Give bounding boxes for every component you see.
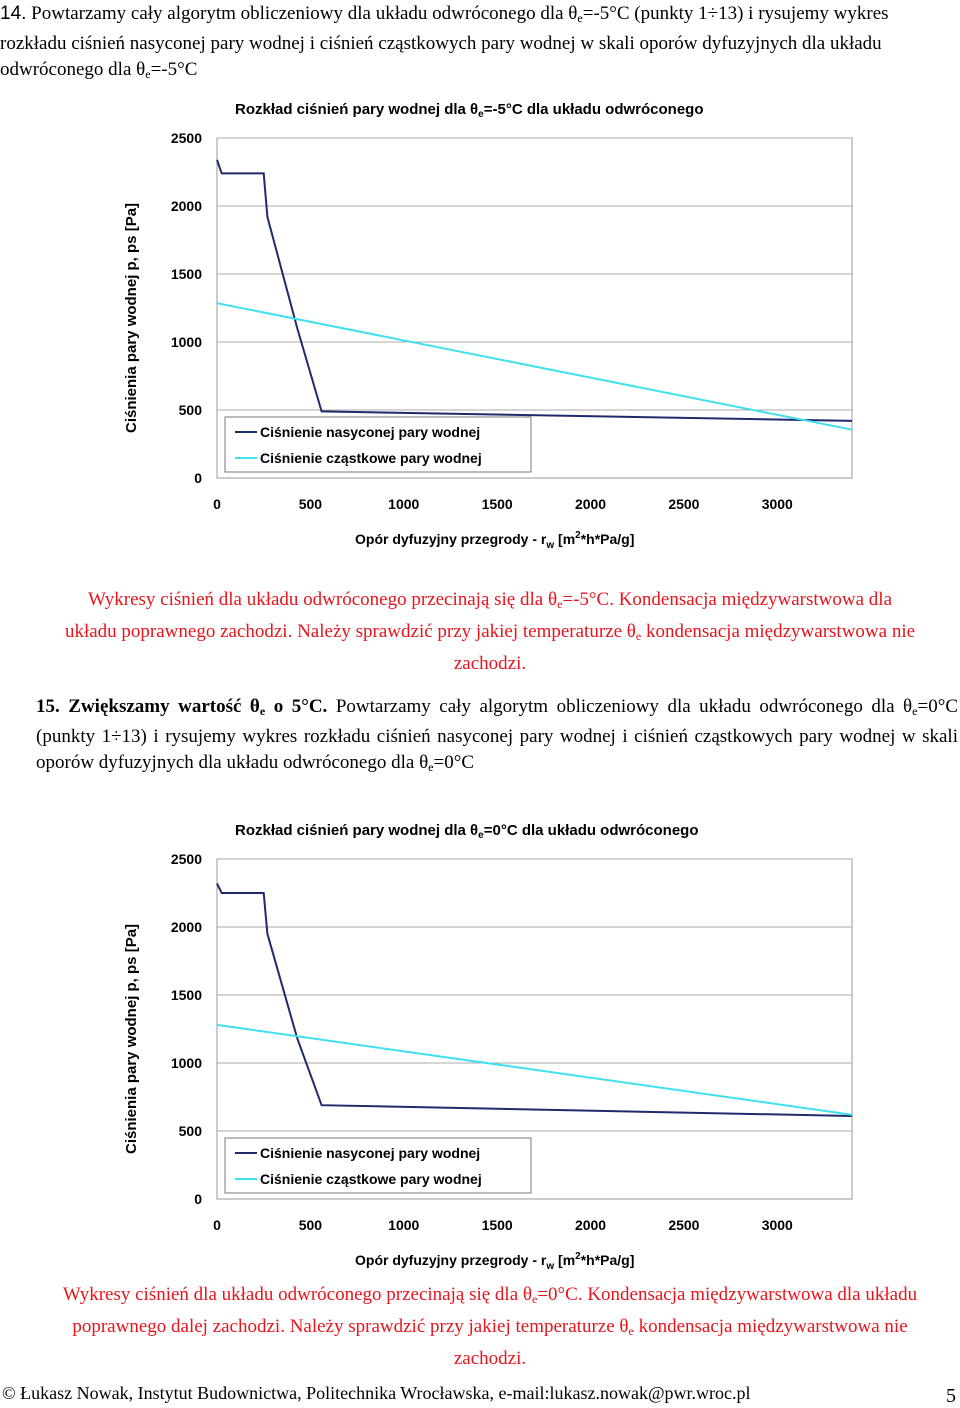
x-tick-label: 2000 [574, 1217, 607, 1233]
y-tick-label: 2500 [170, 130, 202, 146]
x-tick-label: 0 [213, 1217, 221, 1233]
legend-label: Ciśnienie cząstkowe pary wodnej [260, 1171, 482, 1187]
y-tick-label: 0 [194, 470, 202, 486]
note-1-sub-a: e [557, 597, 563, 611]
x-axis-label: Opór dyfuzyjny przegrody - $r_w$ $[m^2*h*Pa/g]$ [355, 530, 635, 551]
y-tick-label: 2000 [170, 919, 202, 935]
section-15-sub-a: e [259, 704, 266, 718]
legend-label: Ciśnienie nasyconej pary wodnej [260, 1145, 481, 1161]
note-2-sub-a: e [532, 1292, 538, 1306]
x-tick-label: 2000 [574, 496, 607, 512]
note-2-text-b: =0°C. Kondensacja międzywarstwowa dla układu poprawnego dalej zachodzi. Należy sprawdzić przy jakiej temperaturze θ [72, 1284, 918, 1337]
section-15-text-b: =0°C (punkty 1÷13) i rysujemy wykres rozkładu ciśnień nasyconej pary wodnej i ciśnień cząstkowych pary wodnej w skali oporów dyfuzyjnych dla układu odwróconego dla θ [36, 696, 958, 773]
pressure-chart-zero-svg [100, 813, 870, 1283]
section-14-text-c: =-5°C [150, 59, 198, 80]
y-tick-label: 1500 [170, 266, 202, 282]
section-14-text-a: Powtarzamy cały algorytm obliczeniowy dla układu odwróconego dla θ [26, 3, 578, 24]
x-tick-label: 0 [213, 496, 221, 512]
section-14-sub-a: e [577, 11, 583, 25]
y-tick-label: 2000 [170, 198, 202, 214]
y-axis-label: Ciśnienia pary wodnej p, ps [Pa] [123, 202, 140, 434]
y-tick-label: 1000 [170, 334, 202, 350]
conclusion-note-2 [60, 1281, 920, 1372]
y-tick-label: 1500 [170, 987, 202, 1003]
x-tick-label: 500 [298, 496, 323, 512]
chart-title: Rozkład ciśnień pary wodnej dla $\theta_e=-5^\circ C$ dla układu odwróconego [235, 101, 704, 120]
pressure-chart-zero [100, 813, 870, 1283]
section-15-text-a: Powtarzamy cały algorytm obliczeniowy dla układu odwróconego dla θ [327, 696, 913, 717]
y-tick-label: 0 [194, 1191, 202, 1207]
legend-label: Ciśnienie cząstkowe pary wodnej [260, 450, 482, 466]
pressure-chart-minus5 [100, 92, 870, 562]
page-number: 5 [946, 1385, 956, 1407]
note-1-text-c: kondensacja międzywarstwowa nie zachodzi. [453, 621, 916, 674]
section-14-sub-b: e [145, 67, 151, 81]
x-tick-label: 1500 [481, 1217, 513, 1233]
section-14-paragraph [0, 1, 958, 87]
y-tick-label: 2500 [170, 851, 202, 867]
section-15-sub-c: e [428, 760, 434, 774]
x-tick-label: 3000 [761, 496, 793, 512]
pressure-chart-minus5-svg [100, 92, 870, 562]
footer-copyright: © Łukasz Nowak, Instytut Budownictwa, Politechnika Wrocławska, e-mail:lukasz.nowak@pwr.wroc.pl [2, 1383, 751, 1403]
note-2-text-c: kondensacja międzywarstwowa nie zachodzi. [453, 1316, 908, 1369]
note-2-sub-b: e [628, 1324, 634, 1338]
x-tick-label: 3000 [761, 1217, 793, 1233]
note-1-sub-b: e [635, 629, 642, 643]
y-axis-label: Ciśnienia pary wodnej p, ps [Pa] [123, 923, 140, 1155]
y-tick-label: 1000 [170, 1055, 202, 1071]
x-tick-label: 1500 [481, 496, 513, 512]
note-1-text-b: =-5°C. Kondensacja międzywarstwowa dla układu poprawnego zachodzi. Należy sprawdzić przy jakiej temperaturze θ [64, 589, 892, 642]
section-15-paragraph [36, 694, 958, 780]
section-15-bold-b: o 5°C. [265, 696, 328, 717]
x-axis-label: Opór dyfuzyjny przegrody - $r_w$ $[m^2*h*Pa/g]$ [355, 1251, 635, 1272]
x-tick-label: 2500 [668, 1217, 700, 1233]
section-14-number: 14. [0, 3, 27, 24]
page-footer [0, 1383, 960, 1407]
x-tick-label: 1000 [388, 1217, 420, 1233]
y-tick-label: 500 [178, 402, 202, 418]
legend-label: Ciśnienie nasyconej pary wodnej [260, 424, 481, 440]
conclusion-note-1 [60, 586, 920, 677]
x-tick-label: 500 [298, 1217, 323, 1233]
section-15-bold-a: 15. Zwiększamy wartość θ [36, 696, 260, 717]
chart-title: Rozkład ciśnień pary wodnej dla $\theta_e=0^\circ C$ dla układu odwróconego [235, 822, 699, 841]
note-1-text-a: Wykresy ciśnień dla układu odwróconego przecinają się dla θ [87, 589, 558, 610]
section-15-sub-b: e [912, 704, 918, 718]
y-tick-label: 500 [178, 1123, 202, 1139]
x-tick-label: 2500 [668, 496, 700, 512]
x-tick-label: 1000 [388, 496, 420, 512]
note-2-text-a: Wykresy ciśnień dla układu odwróconego przecinają się dla θ [62, 1284, 532, 1305]
section-15-text-c: =0°C [433, 752, 474, 773]
section-14-text-b: =-5°C (punkty 1÷13) i rysujemy wykres rozkładu ciśnień nasyconej pary wodnej i ciśnień cząstkowych pary wodnej w skali oporów dyfuzyjnych dla układu odwróconego dla θ [0, 3, 889, 80]
